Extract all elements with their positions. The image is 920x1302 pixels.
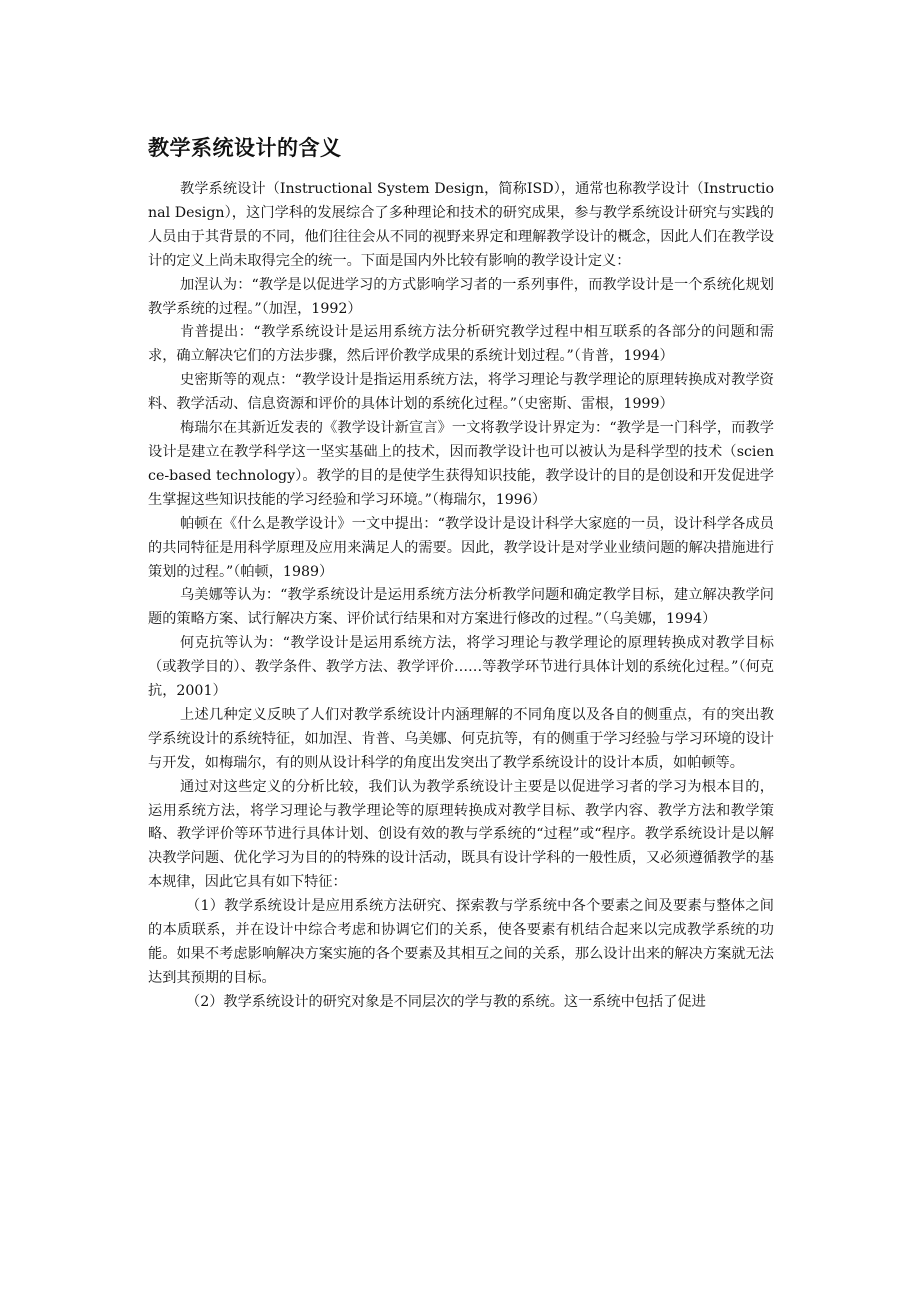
document-body: [148, 178, 774, 1015]
document-title: 教学系统设计的含义: [148, 136, 342, 160]
feature-item-1: （1）教学系统设计是应用系统方法研究、探索教与学系统中各个要素之间及要素与整体之间的本质联系，并在设计中综合考虑和协调它们的关系，使各要素有机结合起来以完成教学系统的功能。如果不考虑影响解决方案实施的各个要素及其相互之间的关系，那么设计出来的解决方案就无法达到其预期的目标。: [148, 898, 774, 986]
definition-smith: 史密斯等的观点：“教学设计是指运用系统方法，将学习理论与教学理论的原理转换成对教学资料、教学活动、信息资源和评价的具体计划的系统化过程。”（史密斯、雷根，1999）: [148, 372, 774, 413]
definition-he-kekang: 何克抗等认为：“教学设计是运用系统方法，将学习理论与教学理论的原理转换成对教学目标（或教学目的）、教学条件、教学方法、教学评价……等教学环节进行具体计划的系统化过程。”（何克抗，2001）: [148, 635, 774, 700]
feature-item-2: （2）教学系统设计的研究对象是不同层次的学与教的系统。这一系统中包括了促进: [186, 993, 706, 1010]
definition-wu-meina: 乌美娜等认为：“教学系统设计是运用系统方法分析教学问题和确定教学目标，建立解决教学问题的策略方案、试行解决方案、评价试行结果和对方案进行修改的过程。”（乌美娜，1994）: [148, 587, 774, 628]
definition-gagne: 加涅认为：“教学是以促进学习的方式影响学习者的一系列事件，而教学设计是一个系统化规划教学系统的过程。”（加涅，1992）: [148, 276, 774, 317]
conclusion-paragraph: 通过对这些定义的分析比较，我们认为教学系统设计主要是以促进学习者的学习为根本目的，运用系统方法，将学习理论与教学理论等的原理转换成对教学目标、教学内容、教学方法和教学策略、教学评价等环节进行具体计划、创设有效的教与学系统的“过程”或“程序。教学系统设计是以解决教学问题、优化学习为目的的特殊的设计活动，既具有设计学科的一般性质，又必须遵循教学的基本规律，因此它具有如下特征：: [148, 778, 774, 891]
summary-paragraph: 上述几种定义反映了人们对教学系统设计内涵理解的不同角度以及各自的侧重点，有的突出教学系统设计的系统特征，如加涅、肯普、乌美娜、何克抗等，有的侧重于学习经验与学习环境的设计与开发，如梅瑞尔，有的则从设计科学的角度出发突出了教学系统设计的设计本质，如帕顿等。: [148, 706, 774, 771]
definition-patten: 帕顿在《什么是教学设计》一文中提出：“教学设计是设计科学大家庭的一员，设计科学各成员的共同特征是用科学原理及应用来满足人的需要。因此，教学设计是对学业业绩问题的解决措施进行策划的过程。”（帕顿，1989）: [148, 515, 774, 580]
intro-paragraph: 教学系统设计（Instructional System Design，简称ISD），通常也称教学设计（Instructional Design），这门学科的发展综合了多种理论和技术的研究成果，参与教学系统设计研究与实践的人员由于其背景的不同，他们往往会从不同的视野来界定和理解教学设计的概念，因此人们在教学设计的定义上尚未取得完全的统一。下面是国内外比较有影响的教学设计定义：: [148, 181, 774, 269]
definition-merrill: 梅瑞尔在其新近发表的《教学设计新宣言》一文将教学设计界定为：“教学是一门科学，而教学设计是建立在教学科学这一坚实基础上的技术，因而教学设计也可以被认为是科学型的技术（science-based technology）。教学的目的是使学生获得知识技能，教学设计的目的是创设和开发促进学生掌握这些知识技能的学习经验和学习环境。”（梅瑞尔，1996）: [148, 420, 774, 508]
definition-kemp: 肯普提出：“教学系统设计是运用系统方法分析研究教学过程中相互联系的各部分的问题和需求，确立解决它们的方法步骤，然后评价教学成果的系统计划过程。”（肯普，1994）: [148, 324, 774, 365]
